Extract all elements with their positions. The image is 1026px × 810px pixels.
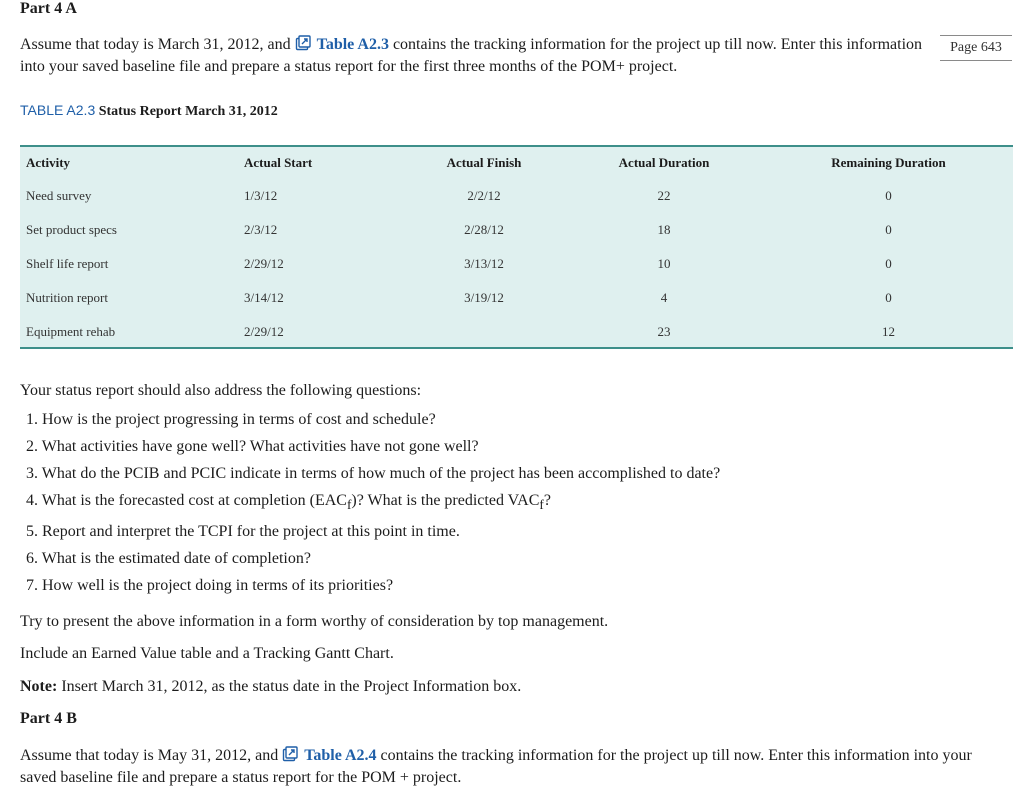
- part-4a-intro: [20, 34, 930, 78]
- list-item: 5. Report and interpret the TCPI for the project at this point in time.: [26, 523, 460, 540]
- table-row: [20, 179, 1013, 213]
- table-row: [20, 213, 1013, 247]
- list-item: 7. How well is the project doing in terms of its priorities?: [26, 577, 394, 594]
- table-cell: 0: [885, 290, 892, 305]
- q4-subscript-vac: f: [539, 497, 544, 513]
- table-cell: Equipment rehab: [26, 324, 116, 339]
- q4-text-end: ?: [543, 492, 551, 509]
- q4-subscript-eac: f: [346, 497, 352, 513]
- table-cell: 3/13/12: [464, 256, 504, 271]
- note-text: Insert March 31, 2012, as the status date in the Project Information box.: [61, 678, 522, 695]
- table-row: [20, 247, 1013, 281]
- table-cell: 2/28/12: [464, 222, 504, 237]
- table-cell: Set product specs: [26, 222, 117, 237]
- table-a2-3-link[interactable]: Table A2.3: [316, 36, 389, 53]
- column-header: Remaining Duration: [831, 155, 946, 170]
- q4-text-mid: )? What is the predicted VAC: [351, 492, 540, 509]
- table-cell: 23: [657, 324, 671, 339]
- intro-text-after: contains the tracking information for the project up till now. Enter this information into your saved baseline file and prepare a status report for the POM + project.: [20, 747, 972, 786]
- part-4b-heading: Part 4 B: [20, 710, 77, 727]
- list-item: 1. How is the project progressing in terms of cost and schedule?: [26, 411, 436, 428]
- external-table-icon[interactable]: [282, 746, 298, 762]
- table-cell: 0: [885, 256, 892, 271]
- table-cell: 3/14/12: [244, 290, 284, 305]
- external-table-icon[interactable]: [295, 35, 311, 51]
- list-item: 2. What activities have gone well? What activities have not gone well?: [26, 438, 479, 455]
- list-item: [26, 490, 720, 521]
- table-cell: Nutrition report: [26, 290, 108, 305]
- column-header: Actual Finish: [446, 155, 522, 170]
- part-4b-intro: [20, 745, 1010, 789]
- list-item: 6. What is the estimated date of completion?: [26, 550, 311, 567]
- status-date-note: [20, 676, 930, 698]
- table-row: [20, 315, 1013, 349]
- table-cell: 1/3/12: [244, 188, 278, 203]
- table-row: [20, 281, 1013, 315]
- column-header: Activity: [26, 155, 71, 170]
- table-cell: 10: [657, 256, 671, 271]
- table-cell: [404, 315, 564, 349]
- note-label: Note:: [20, 678, 58, 695]
- table-cell: 2/29/12: [244, 324, 284, 339]
- table-cell: 2/2/12: [467, 188, 501, 203]
- column-header: Actual Start: [244, 155, 313, 170]
- table-cell: 2/29/12: [244, 256, 284, 271]
- table-cell: 0: [885, 222, 892, 237]
- q4-text: 4. What is the forecasted cost at completion (EAC: [26, 492, 347, 509]
- table-header-row: [20, 147, 1013, 179]
- intro-text-after: contains the tracking information for the project up till now. Enter this information into your saved baseline file and prepare a status report for the first three months of the POM+ project.: [20, 36, 923, 75]
- present-instruction: Try to present the above information in a form worthy of consideration by top management.: [20, 613, 609, 630]
- table-cell: 0: [885, 188, 892, 203]
- table-caption-number: TABLE A2.3: [20, 102, 96, 118]
- list-item: 3. What do the PCIB and PCIC indicate in terms of how much of the project has been accomplished to date?: [26, 465, 721, 482]
- questions-intro: Your status report should also address the following questions:: [20, 382, 422, 399]
- table-cell: 4: [660, 290, 668, 305]
- table-caption: [20, 102, 278, 120]
- table-caption-title: Status Report March 31, 2012: [98, 104, 278, 119]
- table-cell: Need survey: [26, 188, 92, 203]
- page-marker: Page 643: [940, 35, 1012, 61]
- include-instruction: Include an Earned Value table and a Tracking Gantt Chart.: [20, 645, 394, 662]
- table-a2-4-link[interactable]: Table A2.4: [304, 747, 377, 764]
- intro-text-before: Assume that today is May 31, 2012, and: [20, 747, 279, 764]
- table-cell: 18: [657, 222, 671, 237]
- table-cell: 3/19/12: [464, 290, 504, 305]
- part-4a-heading: Part 4 A: [20, 0, 77, 17]
- intro-text-before: Assume that today is March 31, 2012, and: [20, 36, 291, 53]
- status-report-table: [20, 145, 1013, 349]
- questions-list: [26, 409, 720, 602]
- table-cell: Shelf life report: [26, 256, 109, 271]
- table-cell: 22: [657, 188, 671, 203]
- column-header: Actual Duration: [618, 155, 710, 170]
- table-cell: 12: [882, 324, 895, 339]
- table-cell: 2/3/12: [244, 222, 278, 237]
